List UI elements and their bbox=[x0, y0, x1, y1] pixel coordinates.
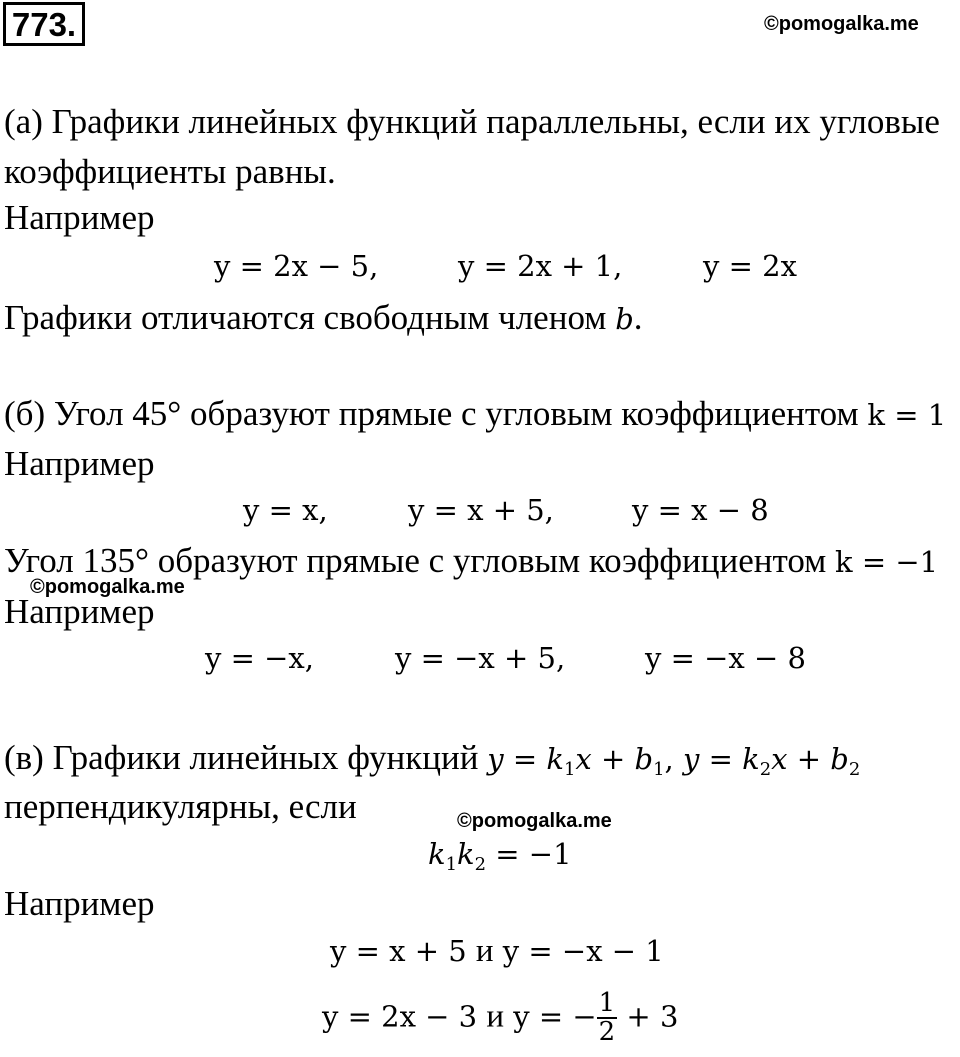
fraction-one-half bbox=[597, 990, 618, 1047]
watermark-lower: ©pomogalka.me bbox=[457, 810, 612, 832]
part-c-ex1-right: y = −x − 1 bbox=[502, 934, 664, 968]
part-b-example-label-2: Например bbox=[4, 592, 155, 631]
part-c-ex2-right-pre: y = − bbox=[513, 999, 597, 1034]
part-a-difference bbox=[4, 300, 643, 335]
part-c-ex1-conjunction: и bbox=[475, 933, 494, 969]
part-b-k1: k = 1 bbox=[867, 398, 947, 432]
part-b-line-2 bbox=[4, 543, 938, 578]
part-b-eq-4: y = −x, bbox=[205, 641, 314, 675]
part-c-example-2 bbox=[322, 990, 678, 1047]
part-b-example-label: Например bbox=[4, 444, 155, 483]
perpendicular-condition: $k_1k_2 = -1$ bbox=[428, 837, 572, 875]
watermark-top: ©pomogalka.me bbox=[764, 13, 919, 35]
part-a-eq-3: y = 2x bbox=[703, 249, 797, 283]
part-a-difference-dot: . bbox=[633, 298, 643, 337]
part-a-eq-2: y = 2x + 1, bbox=[458, 249, 623, 283]
fraction-denominator: 2 bbox=[598, 1017, 616, 1048]
part-c-example-label: Например bbox=[4, 884, 155, 923]
part-c-line-1-text: (в) Графики линейных функций bbox=[4, 738, 479, 777]
part-c-example-1 bbox=[330, 935, 664, 968]
part-c-ex2-left: y = 2x − 3 bbox=[322, 999, 478, 1034]
fraction-numerator: 1 bbox=[598, 988, 616, 1018]
part-a-difference-text: Графики отличаются свободным членом bbox=[4, 298, 607, 337]
problem-number: 773. bbox=[3, 2, 85, 46]
part-b-k2: k = −1 bbox=[835, 545, 939, 579]
part-a-line-2: коэффициенты равны. bbox=[4, 152, 336, 191]
part-a-line-1: (а) Графики линейных функций параллельны, если их угловые bbox=[4, 102, 940, 141]
perpendicular-functions: $y = k_1x + b_1$, $y = k_2x + b_2$ bbox=[487, 742, 861, 780]
part-c-line-1 bbox=[4, 740, 860, 779]
part-b-line-1-text: (б) Угол 45° образуют прямые с угловым коэффициентом bbox=[4, 394, 859, 433]
part-b-eq-1: y = x, bbox=[243, 493, 328, 527]
free-term-b: b bbox=[615, 302, 634, 336]
part-b-line-1 bbox=[4, 396, 946, 431]
part-a-example-label: Например bbox=[4, 198, 155, 237]
part-c-ex2-conjunction: и bbox=[486, 998, 505, 1035]
part-c-ex2-right-post: + 3 bbox=[626, 999, 679, 1034]
part-c-ex1-left: y = x + 5 bbox=[330, 934, 467, 968]
part-b-line-2-text: Угол 135° образуют прямые с угловым коэффициентом bbox=[4, 541, 827, 580]
part-b-eq-5: y = −x + 5, bbox=[395, 641, 566, 675]
part-b-eq-2: y = x + 5, bbox=[408, 493, 554, 527]
part-b-eq-3: y = x − 8 bbox=[632, 493, 769, 527]
perpendicular-condition-value: = −1 bbox=[495, 837, 572, 871]
watermark-middle: ©pomogalka.me bbox=[30, 576, 185, 598]
part-a-eq-1: y = 2x − 5, bbox=[214, 249, 379, 283]
part-c-line-2: перпендикулярны, если bbox=[4, 787, 357, 826]
part-b-eq-6: y = −x − 8 bbox=[645, 641, 806, 675]
